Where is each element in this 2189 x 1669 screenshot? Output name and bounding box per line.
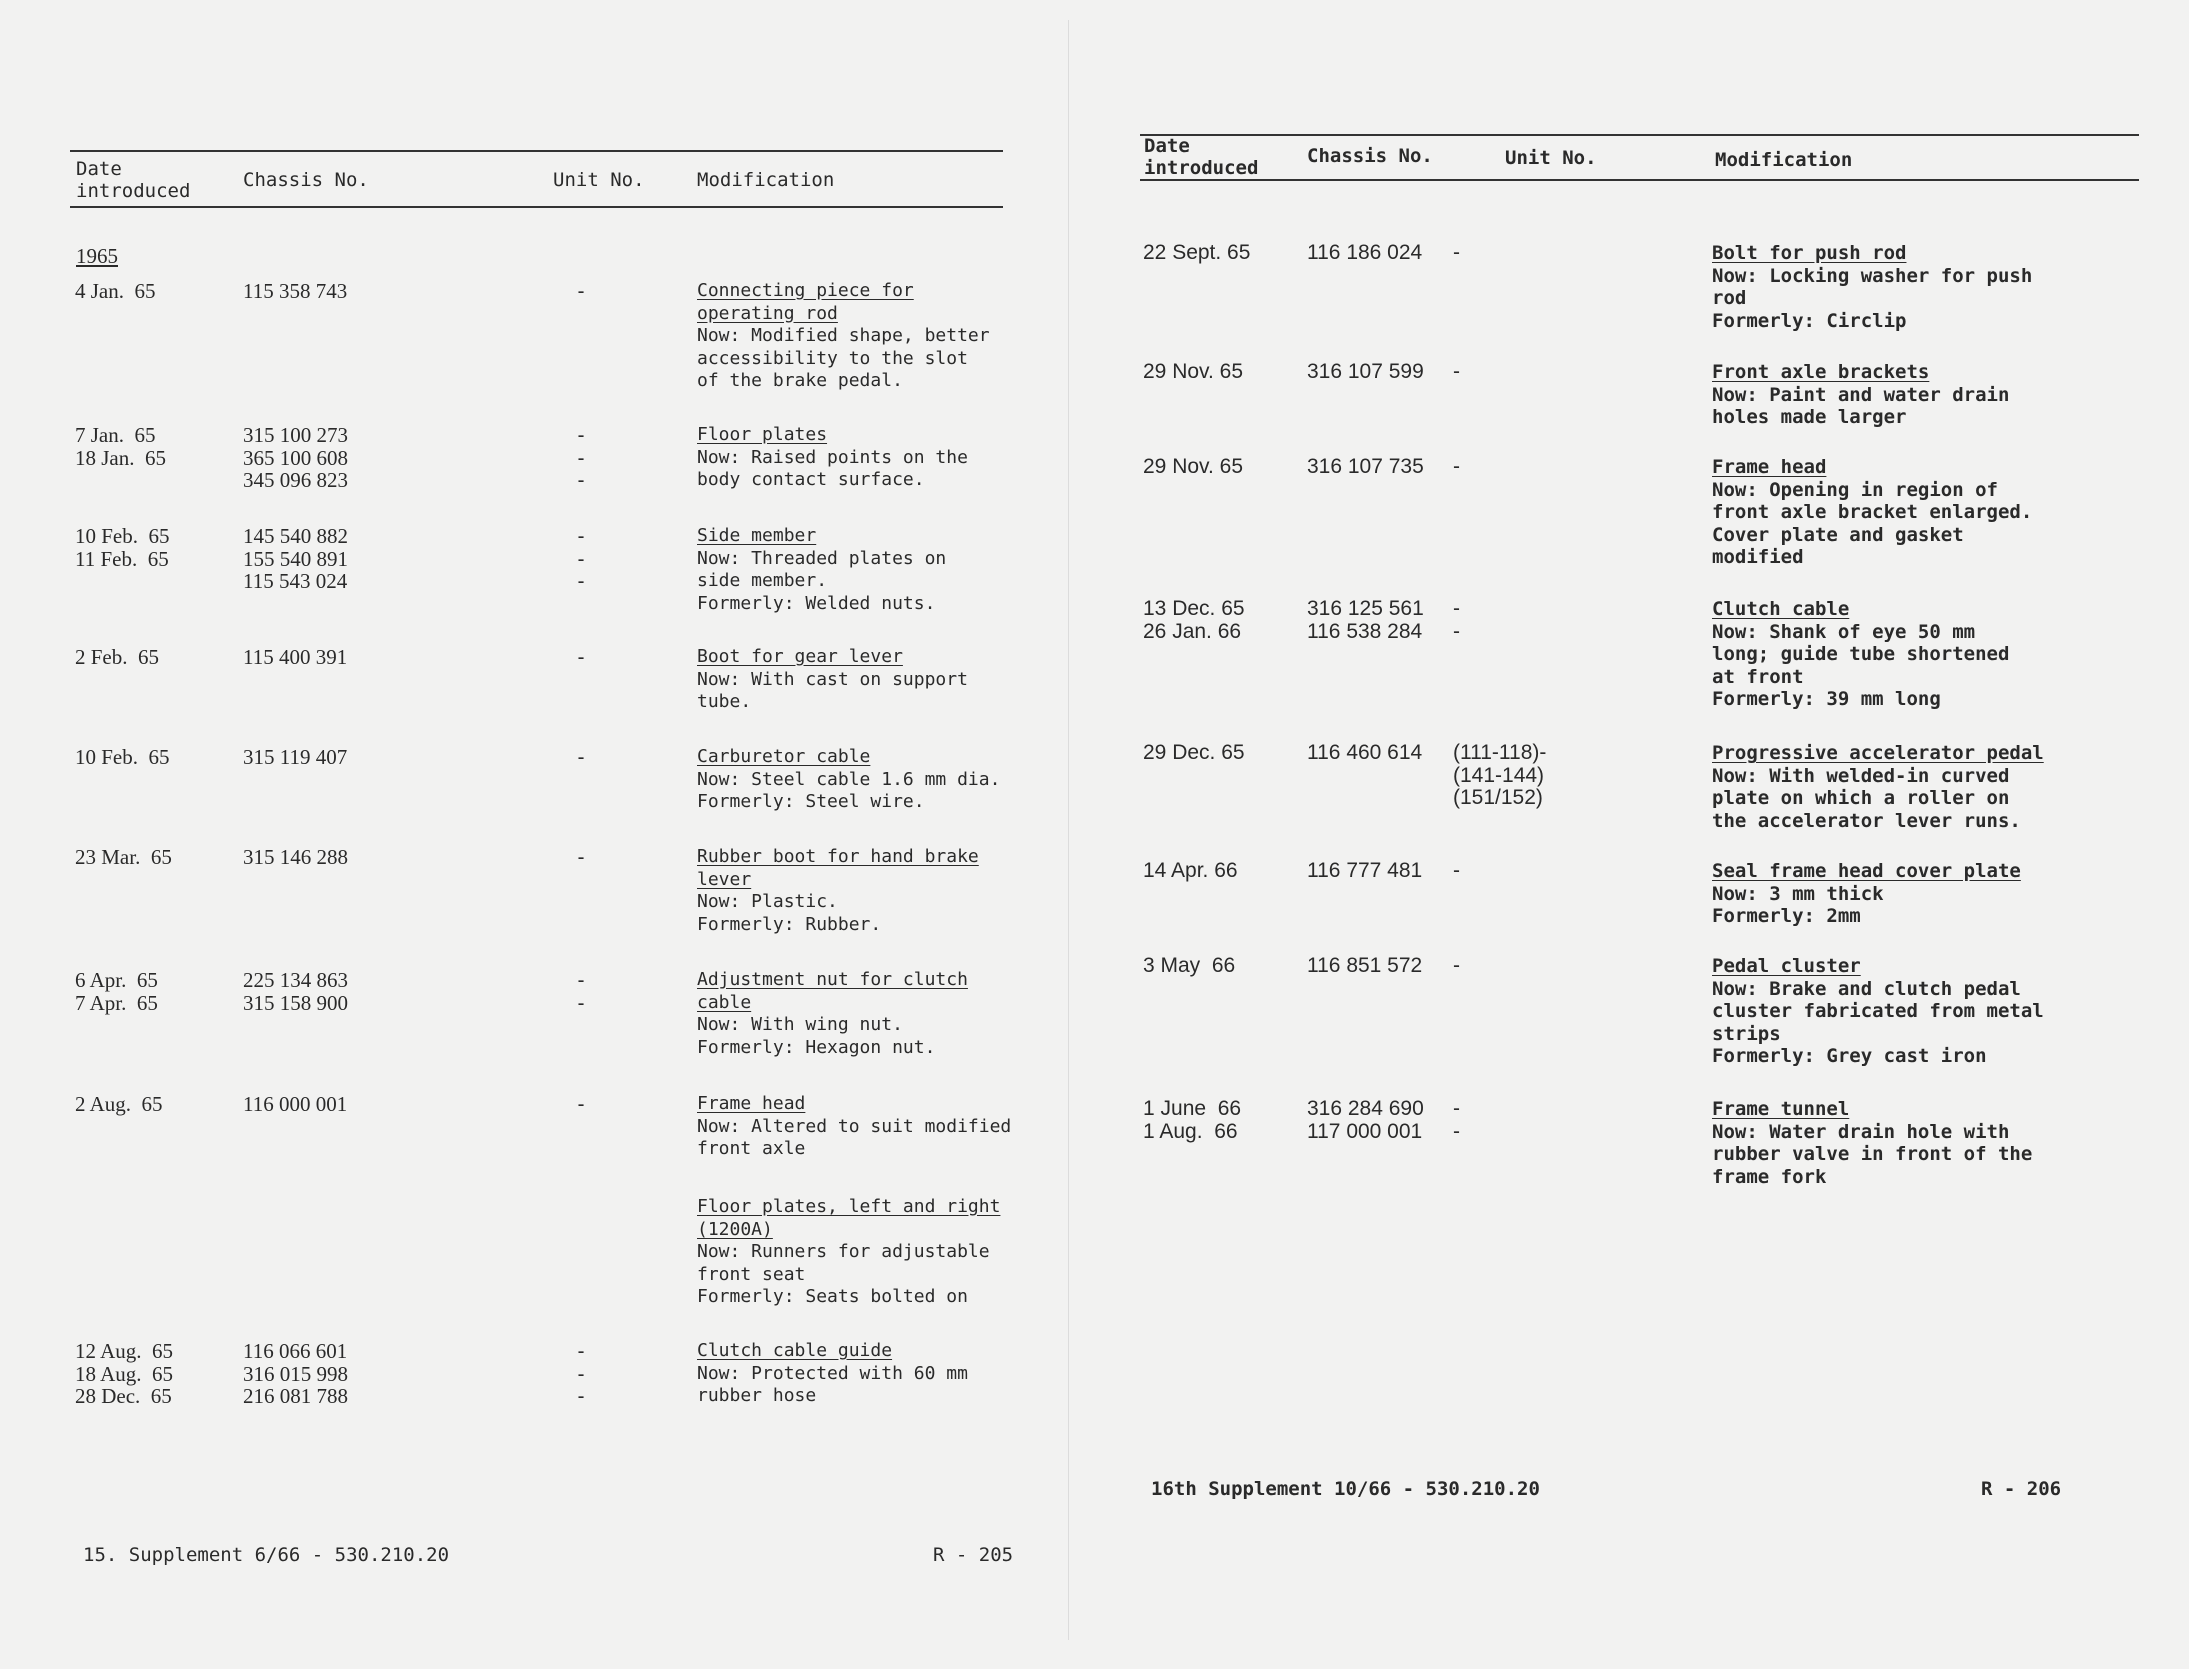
date-introduced-line: 6 Apr. 65 (75, 968, 158, 992)
unit-number-line: - (575, 645, 588, 669)
date-introduced-line: 22 Sept. 65 (1143, 241, 1251, 264)
modification-description: Now: Paint and water drain (1712, 383, 2010, 406)
date-introduced-line: 10 Feb. 65 (75, 524, 170, 548)
unit-number-line: - (1453, 360, 1460, 383)
chassis-number (243, 746, 347, 769)
unit-number-line: - (575, 524, 588, 548)
modification-title: Carburetor cable (697, 746, 871, 767)
modification (697, 280, 990, 393)
unit-number-line: - (575, 468, 588, 492)
modification-title: Floor plates (697, 424, 828, 445)
modification-title: Connecting piece for (697, 280, 914, 301)
date-introduced-line: 12 Aug. 65 (75, 1339, 174, 1363)
modification-description: Cover plate and gasket (1712, 523, 1964, 546)
unit-number (575, 424, 587, 492)
modification-description: Now: With welded-in curved (1712, 764, 2010, 787)
unit-number-line: - (1453, 859, 1460, 882)
modification-title: Side member (697, 525, 817, 546)
modification-title: Adjustment nut for clutch (697, 969, 968, 990)
modification-description: modified (1712, 546, 1804, 568)
unit-number-line: - (1453, 455, 1460, 478)
unit-number-line: - (575, 1092, 588, 1116)
modification-description: Now: Threaded plates on (697, 547, 947, 569)
modification-description: Now: Runners for adjustable (697, 1241, 990, 1262)
chassis-number-line: 315 146 288 (243, 845, 348, 869)
chassis-number (1307, 456, 1424, 479)
date-introduced-line: 28 Dec. 65 (75, 1384, 172, 1408)
modification (1712, 361, 2009, 429)
chassis-number-line: 315 119 407 (243, 745, 348, 769)
chassis-number-line: 116 538 284 (1307, 619, 1423, 643)
date-introduced-line: 14 Apr. 66 (1143, 859, 1238, 882)
column-header-unit: Unit No. (553, 169, 645, 191)
date-introduced-line: 2 Feb. 65 (75, 645, 159, 669)
modification (697, 1196, 1000, 1309)
modification-description: Now: With wing nut. (697, 1014, 903, 1035)
date-introduced (75, 646, 205, 669)
modification (1712, 1098, 2032, 1188)
unit-number-line: - (575, 990, 588, 1015)
year-heading: 1965 (76, 244, 118, 268)
unit-number-line: - (575, 569, 588, 593)
chassis-number-line: 155 540 891 (243, 546, 348, 571)
footer-page-number: R - 206 (1981, 1478, 2062, 1500)
unit-number (1453, 955, 1460, 978)
chassis-number-line: 115 543 024 (243, 569, 348, 593)
unit-number (1453, 456, 1460, 479)
modification-title: Frame head (1712, 456, 1827, 478)
modification-description: Formerly: Grey cast iron (1712, 1045, 1987, 1067)
modification-title: operating rod (697, 302, 838, 324)
modification-title: Frame head (697, 1093, 806, 1114)
chassis-number (243, 969, 348, 1014)
date-introduced (1143, 598, 1293, 643)
modification-description: long; guide tube shortened (1712, 643, 2010, 665)
date-introduced-line: 13 Dec. 65 (1143, 597, 1245, 620)
chassis-number (243, 1093, 347, 1116)
unit-number-line: - (575, 745, 588, 769)
chassis-number-line: 316 015 998 (243, 1361, 348, 1386)
chassis-number (1307, 955, 1422, 978)
unit-number (575, 1340, 587, 1408)
chassis-number-line: 315 158 900 (243, 990, 348, 1015)
modification-description: Now: With cast on support (697, 668, 968, 690)
column-header-unit: Unit No. (1505, 147, 1597, 169)
unit-number (1453, 361, 1460, 384)
modification (697, 846, 979, 936)
modification-description: side member. (697, 570, 828, 591)
modification-description: Now: Water drain hole with (1712, 1120, 2010, 1143)
modification (697, 525, 946, 615)
modification-description: at front (1712, 665, 1804, 688)
chassis-number (1307, 361, 1424, 384)
unit-number-line: - (575, 1384, 588, 1408)
modification-description: holes made larger (1712, 406, 1907, 428)
date-introduced-line: 1 June 66 (1143, 1097, 1242, 1120)
unit-number (575, 969, 587, 1014)
date-introduced (1143, 742, 1293, 765)
modification-description: Formerly: Steel wire. (697, 791, 925, 812)
date-introduced (75, 846, 205, 869)
column-header-date: Date introduced (76, 158, 191, 202)
unit-number-line: - (1453, 597, 1460, 620)
modification-title: Rubber boot for hand brake (697, 846, 979, 867)
modification-description: Now: Brake and clutch pedal (1712, 977, 2021, 1000)
modification-description: rubber hose (697, 1385, 817, 1406)
modification-description: Now: Altered to suit modified (697, 1115, 1012, 1137)
modification-title: lever (697, 868, 752, 890)
column-header-chassis: Chassis No. (243, 169, 369, 191)
footer-supplement: 15. Supplement 6/66 - 530.210.20 (83, 1544, 450, 1566)
unit-number-line: (151/152) (1453, 786, 1543, 809)
date-introduced-line: 1 Aug. 66 (1143, 1119, 1238, 1143)
modification-description: Now: Steel cable 1.6 mm dia. (697, 768, 1001, 790)
chassis-number-line: 115 400 391 (243, 645, 348, 669)
date-introduced (1143, 860, 1293, 883)
date-introduced-line: 7 Jan. 65 (75, 423, 156, 447)
date-introduced-line: 3 May 66 (1143, 954, 1236, 977)
unit-number (575, 525, 587, 593)
unit-number (575, 846, 587, 869)
unit-number (1453, 860, 1460, 883)
modification-description: plate on which a roller on (1712, 787, 2010, 809)
chassis-number (1307, 242, 1422, 265)
date-introduced-line: 2 Aug. 65 (75, 1092, 163, 1116)
modification (1712, 242, 2032, 332)
date-introduced-line: 29 Nov. 65 (1143, 360, 1244, 383)
modification-description: Formerly: 2mm (1712, 905, 1861, 927)
date-introduced (75, 969, 205, 1014)
modification-title: Progressive accelerator pedal (1712, 742, 2044, 764)
modification-description: accessibility to the slot (697, 347, 968, 369)
unit-number-line: - (575, 546, 588, 571)
modification-description: rubber valve in front of the (1712, 1143, 2033, 1165)
unit-number-line: - (575, 1339, 588, 1363)
modification-description: Now: Shank of eye 50 mm (1712, 620, 1976, 643)
chassis-number-line: 315 100 273 (243, 423, 348, 447)
column-header-chassis: Chassis No. (1307, 145, 1433, 167)
chassis-number-line: 117 000 001 (1307, 1119, 1423, 1143)
unit-number (1453, 598, 1460, 643)
chassis-number-line: 216 081 788 (243, 1384, 348, 1408)
modification-description: Formerly: Seats bolted on (697, 1286, 968, 1307)
modification-title: Bolt for push rod (1712, 242, 1907, 264)
modification (1712, 598, 2009, 711)
modification-description: frame fork (1712, 1165, 1827, 1188)
modification-description: front seat (697, 1263, 806, 1285)
unit-number-line: - (1453, 1097, 1460, 1120)
column-header-modification: Modification (697, 169, 835, 191)
modification-description: Now: Raised points on the (697, 446, 968, 468)
date-introduced (75, 280, 205, 303)
modification-description: front axle (697, 1138, 806, 1159)
modification-description: cluster fabricated from metal (1712, 1000, 2044, 1022)
unit-number (575, 646, 587, 669)
modification-description: Now: Opening in region of (1712, 478, 1998, 501)
date-introduced-line: 4 Jan. 65 (75, 279, 156, 303)
modification-description: Formerly: Welded nuts. (697, 592, 936, 614)
date-introduced-line: 11 Feb. 65 (75, 546, 169, 571)
modification-description: front axle bracket enlarged. (1712, 501, 2033, 523)
unit-number (1453, 242, 1460, 265)
chassis-number (1307, 1098, 1424, 1143)
modification-description: Formerly: Hexagon nut. (697, 1036, 936, 1058)
modification-description: Formerly: Rubber. (697, 913, 882, 935)
modification-title: Seal frame head cover plate (1712, 860, 2021, 882)
chassis-number-line: 145 540 882 (243, 524, 348, 548)
unit-number-line: - (1453, 241, 1460, 264)
date-introduced-line: 26 Jan. 66 (1143, 619, 1242, 643)
footer-supplement: 16th Supplement 10/66 - 530.210.20 (1151, 1478, 1540, 1500)
unit-number-line: - (575, 279, 588, 303)
chassis-number-line: 116 851 572 (1307, 954, 1423, 977)
date-introduced (75, 525, 205, 570)
header-top-rule (70, 150, 1003, 152)
date-introduced (1143, 361, 1293, 384)
chassis-number (1307, 742, 1422, 765)
chassis-number-line: 116 777 481 (1307, 859, 1423, 882)
date-introduced-line: 23 Mar. 65 (75, 845, 172, 869)
date-introduced (75, 1340, 205, 1408)
chassis-number (243, 846, 348, 869)
date-introduced (75, 1093, 205, 1116)
chassis-number-line: 225 134 863 (243, 968, 348, 992)
modification-description: body contact surface. (697, 469, 925, 490)
modification-description: Now: 3 mm thick (1712, 882, 1884, 905)
unit-number-line: - (1453, 619, 1460, 643)
unit-number-line: - (1453, 1119, 1460, 1143)
unit-number-line: - (575, 968, 588, 992)
modification (697, 1093, 1011, 1161)
chassis-number-line: 316 107 735 (1307, 455, 1424, 478)
unit-number-line: - (1453, 954, 1460, 977)
modification (1712, 742, 2044, 832)
modification-description: Now: Protected with 60 mm (697, 1362, 968, 1384)
unit-number (575, 1093, 587, 1116)
unit-number-line: (141-144) (1453, 763, 1545, 787)
unit-number-line: - (575, 1361, 588, 1386)
header-top-rule (1140, 134, 2139, 136)
modification-title: cable (697, 991, 752, 1013)
modification-description: Now: Plastic. (697, 891, 838, 912)
modification (697, 1340, 968, 1408)
modification-title: Front axle brackets (1712, 361, 1930, 383)
chassis-number-line: 115 358 743 (243, 279, 348, 303)
date-introduced-line: 10 Feb. 65 (75, 745, 170, 769)
modification-description: rod (1712, 287, 1747, 309)
modification (1712, 955, 2044, 1068)
modification-description: Now: Modified shape, better (697, 325, 990, 346)
chassis-number (1307, 598, 1424, 643)
modification-title: Clutch cable guide (697, 1340, 893, 1361)
modification-description: Formerly: Circlip (1712, 309, 1907, 332)
modification-description: of the brake pedal. (697, 370, 903, 391)
date-introduced-line: 18 Jan. 65 (75, 445, 166, 470)
header-bottom-rule (70, 206, 1003, 208)
modification-title: Pedal cluster (1712, 955, 1861, 977)
modification-description: the accelerator lever runs. (1712, 809, 2021, 832)
left-page (0, 0, 1075, 1669)
footer-page-number: R - 205 (933, 1544, 1014, 1566)
modification (697, 969, 968, 1059)
modification-description: strips (1712, 1022, 1781, 1045)
chassis-number (243, 280, 347, 303)
unit-number-line: - (575, 845, 588, 869)
date-introduced (75, 424, 205, 469)
chassis-number-line: 345 096 823 (243, 468, 348, 492)
unit-number-line: (111-118)- (1453, 741, 1547, 764)
modification (697, 424, 968, 492)
chassis-number (243, 1340, 348, 1408)
modification (697, 646, 968, 714)
modification-title: Clutch cable (1712, 598, 1850, 620)
unit-number (575, 280, 587, 303)
date-introduced (1143, 456, 1293, 479)
unit-number-line: - (575, 445, 588, 470)
date-introduced (1143, 1098, 1293, 1143)
column-header-date: Date introduced (1144, 135, 1259, 179)
modification-title: Boot for gear lever (697, 646, 903, 667)
chassis-number (243, 525, 348, 593)
modification (1712, 860, 2021, 928)
date-introduced-line: 7 Apr. 65 (75, 990, 158, 1015)
date-introduced (1143, 955, 1293, 978)
chassis-number (1307, 860, 1422, 883)
modification (1712, 456, 2032, 569)
header-bottom-rule (1140, 179, 2139, 181)
chassis-number-line: 365 100 608 (243, 445, 348, 470)
modification-title: Frame tunnel (1712, 1098, 1850, 1120)
unit-number (575, 746, 587, 769)
date-introduced (1143, 242, 1293, 265)
chassis-number-line: 116 460 614 (1307, 741, 1423, 764)
date-introduced (75, 746, 205, 769)
chassis-number-line: 116 000 001 (243, 1092, 348, 1116)
date-introduced-line: 18 Aug. 65 (75, 1361, 174, 1386)
modification-description: tube. (697, 691, 752, 712)
chassis-number (243, 424, 348, 492)
date-introduced-line: 29 Nov. 65 (1143, 455, 1244, 478)
unit-number-line: - (575, 423, 588, 447)
chassis-number-line: 116 186 024 (1307, 241, 1423, 264)
unit-number (1453, 1098, 1460, 1143)
modification-description: Formerly: 39 mm long (1712, 688, 1941, 710)
right-page (1075, 0, 2189, 1669)
chassis-number-line: 316 125 561 (1307, 597, 1424, 620)
chassis-number-line: 116 066 601 (243, 1339, 348, 1363)
modification-title: Floor plates, left and right (697, 1196, 1001, 1217)
modification-description: Now: Locking washer for push (1712, 264, 2033, 287)
column-header-modification: Modification (1715, 149, 1853, 171)
modification (697, 746, 1000, 814)
chassis-number (243, 646, 347, 669)
unit-number (1453, 742, 1546, 810)
chassis-number-line: 316 107 599 (1307, 360, 1424, 383)
chassis-number-line: 316 284 690 (1307, 1097, 1424, 1120)
modification-title: (1200A) (697, 1218, 773, 1240)
date-introduced-line: 29 Dec. 65 (1143, 741, 1245, 764)
